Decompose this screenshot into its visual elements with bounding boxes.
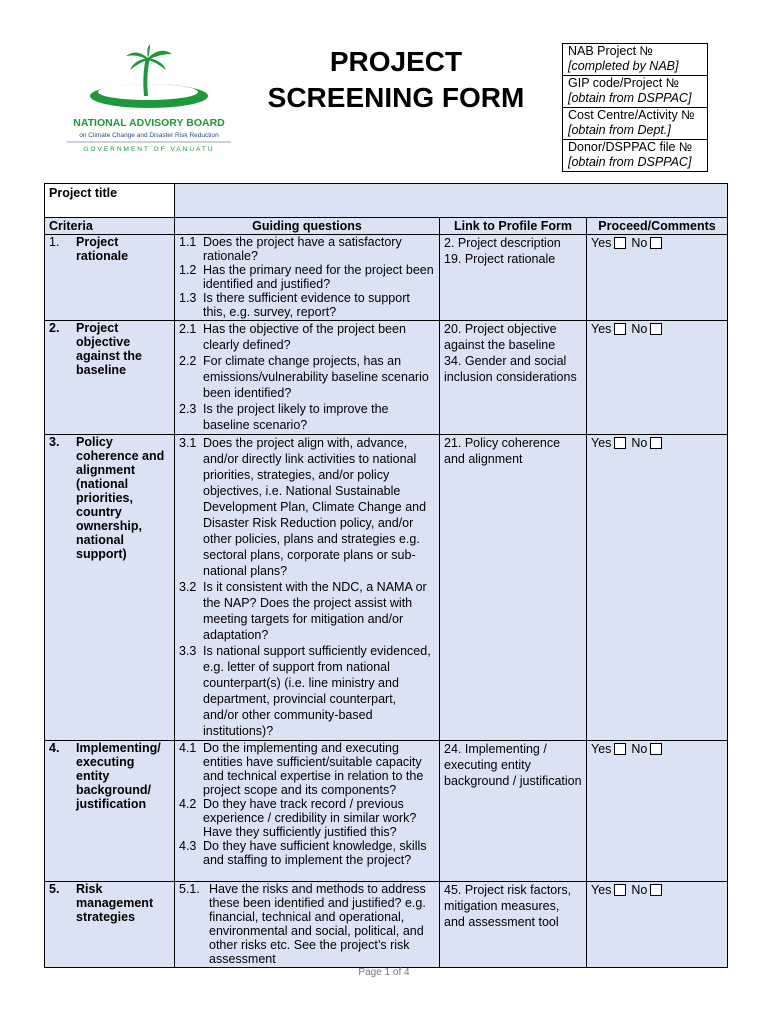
questions-cell bbox=[175, 321, 440, 435]
yes-label: Yes bbox=[591, 236, 612, 250]
header-criteria: Criteria bbox=[45, 218, 175, 235]
header-link-profile-form: Link to Profile Form bbox=[440, 218, 587, 235]
ref-field-label: NAB Project № bbox=[568, 44, 653, 58]
profile-link: 20. Project objective against the baseline bbox=[444, 322, 557, 352]
header-guiding-questions: Guiding questions bbox=[175, 218, 440, 235]
project-title-label: Project title bbox=[45, 184, 175, 218]
criteria-cell bbox=[45, 321, 175, 435]
yes-checkbox[interactable] bbox=[614, 743, 626, 755]
table-row bbox=[45, 741, 728, 882]
reference-fields-table bbox=[562, 43, 708, 172]
ref-field-label: GIP code/Project № bbox=[568, 76, 680, 90]
ref-field-nab[interactable] bbox=[563, 44, 708, 76]
question-number: 2.1 bbox=[179, 322, 197, 336]
no-label: No bbox=[631, 322, 648, 336]
no-label: No bbox=[631, 742, 648, 756]
proceed-cell bbox=[587, 321, 728, 435]
criteria-label: Project rationale bbox=[76, 235, 129, 263]
project-title-input[interactable] bbox=[175, 184, 728, 218]
profile-link: 19. Project rationale bbox=[444, 252, 556, 266]
question-number: 2.2 bbox=[179, 354, 197, 368]
table-row bbox=[45, 235, 728, 321]
question-text: Does the project align with, advance, and/or directly link activities to national priorities, strategies, and/or policy objectives, i.e. National Sustainable Development Plan, Climate Change and Disaster Risk Reduction policy, and/or other policies, plans and strategies e.g. sectoral plans, corporate plans or sub-national plans? bbox=[203, 436, 427, 578]
profile-link: 21. Policy coherence and alignment bbox=[444, 436, 561, 466]
criteria-cell bbox=[45, 235, 175, 321]
question-text: Have the risks and methods to address these been identified and justified? e.g. financial, technical and operational, environmental and social, political, and other risks etc. See the project’s risk assessment bbox=[209, 882, 426, 966]
ref-field-cost-centre[interactable] bbox=[563, 108, 708, 140]
proceed-cell bbox=[587, 741, 728, 882]
question-text: Is national support sufficiently evidenced, e.g. letter of support from national counterpart(s) (i.e. line ministry and department, provincial counterpart, and/or other community-based institutions)? bbox=[203, 644, 431, 738]
link-cell bbox=[440, 882, 587, 968]
criteria-number: 4. bbox=[49, 741, 60, 755]
question-text: For climate change projects, has an emissions/vulnerability baseline scenario been identified? bbox=[203, 354, 429, 400]
question-text: Is there sufficient evidence to support this, e.g. survey, report? bbox=[203, 291, 410, 319]
proceed-cell bbox=[587, 882, 728, 968]
question-text: Do the implementing and executing entities have sufficient/suitable capacity and technical expertise in relation to the project scope and its components? bbox=[203, 741, 424, 797]
question-number: 2.3 bbox=[179, 402, 197, 416]
profile-link: 45. Project risk factors, mitigation measures, and assessment tool bbox=[444, 883, 572, 929]
yes-label: Yes bbox=[591, 436, 612, 450]
questions-cell bbox=[175, 435, 440, 741]
question-number: 1.1 bbox=[179, 235, 197, 249]
palm-tree-island-icon bbox=[62, 44, 232, 156]
no-checkbox[interactable] bbox=[650, 437, 662, 449]
question-number: 4.2 bbox=[179, 797, 197, 811]
table-row bbox=[45, 882, 728, 968]
questions-cell bbox=[175, 882, 440, 968]
ref-field-label: Donor/DSPPAC file № bbox=[568, 140, 693, 154]
profile-link: 34. Gender and social inclusion considerations bbox=[444, 354, 577, 384]
criteria-cell bbox=[45, 435, 175, 741]
criteria-number: 2. bbox=[49, 321, 60, 335]
yes-label: Yes bbox=[591, 322, 612, 336]
question-text: Do they have track record / previous experience / credibility in similar work? Have they sufficiently justified this? bbox=[203, 797, 417, 839]
logo-org-subtitle: on Climate Change and Disaster Risk Reduction bbox=[79, 132, 219, 139]
page-title bbox=[248, 44, 544, 116]
question-number: 1.2 bbox=[179, 263, 197, 277]
ref-field-note: [obtain from DSPPAC] bbox=[568, 91, 692, 105]
link-cell bbox=[440, 435, 587, 741]
question-text: Has the primary need for the project been identified and justified? bbox=[203, 263, 434, 291]
yes-label: Yes bbox=[591, 883, 612, 897]
ref-field-gip[interactable] bbox=[563, 76, 708, 108]
question-text: Does the project have a satisfactory rationale? bbox=[203, 235, 402, 263]
link-cell bbox=[440, 741, 587, 882]
link-cell bbox=[440, 235, 587, 321]
ref-field-label: Cost Centre/Activity № bbox=[568, 108, 695, 122]
header-proceed-comments: Proceed/Comments bbox=[587, 218, 728, 235]
criteria-number: 3. bbox=[49, 435, 60, 449]
question-text: Do they have sufficient knowledge, skills and staffing to implement the project? bbox=[203, 839, 427, 867]
criteria-label: Implementing/ executing entity background/ justification bbox=[76, 741, 161, 811]
nab-logo bbox=[62, 44, 232, 156]
criteria-number: 1. bbox=[49, 235, 60, 249]
title-line-1: PROJECT bbox=[329, 46, 463, 77]
no-label: No bbox=[631, 436, 648, 450]
profile-link: 2. Project description bbox=[444, 236, 561, 250]
yes-checkbox[interactable] bbox=[614, 437, 626, 449]
no-checkbox[interactable] bbox=[650, 323, 662, 335]
criteria-cell bbox=[45, 741, 175, 882]
yes-checkbox[interactable] bbox=[614, 237, 626, 249]
criteria-label: Policy coherence and alignment (national priorities, country ownership, national support) bbox=[76, 435, 165, 561]
title-line-2: SCREENING FORM bbox=[267, 82, 525, 113]
question-number: 4.1 bbox=[179, 741, 197, 755]
link-cell bbox=[440, 321, 587, 435]
project-title-row bbox=[45, 184, 728, 218]
question-number: 5.1. bbox=[179, 882, 200, 896]
question-text: Is it consistent with the NDC, a NAMA or the NAP? Does the project assist with meeting targets for mitigation and/or adaptation? bbox=[203, 580, 427, 642]
ref-field-note: [obtain from DSPPAC] bbox=[568, 155, 692, 169]
no-label: No bbox=[631, 883, 648, 897]
question-number: 3.1 bbox=[179, 436, 197, 450]
ref-field-note: [obtain from Dept.] bbox=[568, 123, 671, 137]
yes-checkbox[interactable] bbox=[614, 323, 626, 335]
question-number: 3.3 bbox=[179, 644, 197, 658]
logo-org-name: NATIONAL ADVISORY BOARD bbox=[73, 117, 225, 129]
questions-cell bbox=[175, 741, 440, 882]
table-header-row bbox=[45, 218, 728, 235]
questions-cell bbox=[175, 235, 440, 321]
no-checkbox[interactable] bbox=[650, 743, 662, 755]
ref-field-donor[interactable] bbox=[563, 140, 708, 172]
no-label: No bbox=[631, 236, 648, 250]
question-text: Is the project likely to improve the baseline scenario? bbox=[203, 402, 389, 432]
no-checkbox[interactable] bbox=[650, 237, 662, 249]
question-number: 1.3 bbox=[179, 291, 197, 305]
page-footer: Page 1 of 4 bbox=[358, 967, 410, 978]
profile-link: 24. Implementing / executing entity background / justification bbox=[444, 742, 582, 788]
screening-table bbox=[44, 183, 728, 968]
table-row bbox=[45, 321, 728, 435]
ref-field-note: [completed by NAB] bbox=[568, 59, 679, 73]
no-checkbox[interactable] bbox=[650, 884, 662, 896]
criteria-number: 5. bbox=[49, 882, 60, 896]
question-number: 4.3 bbox=[179, 839, 197, 853]
criteria-label: Risk management strategies bbox=[76, 882, 154, 924]
criteria-label: Project objective against the baseline bbox=[76, 321, 142, 377]
question-text: Has the objective of the project been clearly defined? bbox=[203, 322, 406, 352]
yes-label: Yes bbox=[591, 742, 612, 756]
yes-checkbox[interactable] bbox=[614, 884, 626, 896]
question-number: 3.2 bbox=[179, 580, 197, 594]
proceed-cell bbox=[587, 235, 728, 321]
logo-government: GOVERNMENT OF VANUATU bbox=[83, 146, 215, 153]
criteria-cell bbox=[45, 882, 175, 968]
proceed-cell bbox=[587, 435, 728, 741]
table-row bbox=[45, 435, 728, 741]
